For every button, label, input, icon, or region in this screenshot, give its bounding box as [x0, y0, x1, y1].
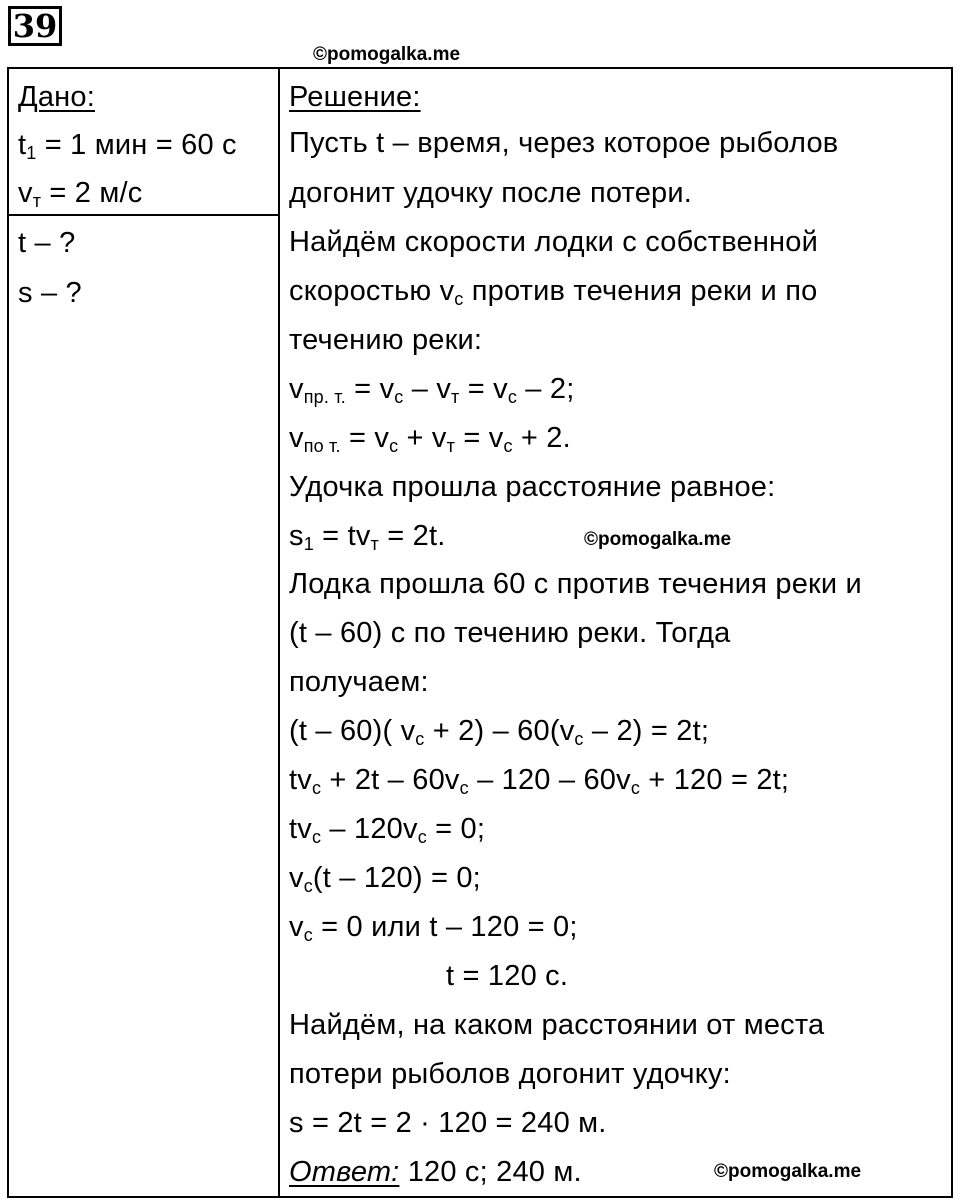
problem-number: 39 — [8, 6, 62, 46]
solution-line-8: (t – 60) с по течению реки. Тогда — [289, 617, 731, 649]
equation-6: $tv_с - 120v_с = 0$; — [289, 813, 486, 847]
equation-10: s = 2t = 2 · 120 = 240 м. — [289, 1107, 607, 1139]
solution-line-10: Найдём, на каком расстоянии от места — [289, 1009, 825, 1041]
answer-value: 120 с; 240 м. — [399, 1156, 582, 1188]
given-t1: $t_1 = 1$ мин = 60 с — [18, 129, 237, 163]
equation-upstream-speed: $v_{пр. т.} = v_с - v_т = v_с - 2$; — [289, 373, 575, 407]
solution-line-3: Найдём скорости лодки с собственной — [289, 226, 818, 258]
solution-line-7: Лодка прошла 60 с против течения реки и — [289, 568, 862, 600]
solution-title: Решение: — [289, 81, 421, 113]
equation-4: (t – 60)( $v_с + 2) - 60(v_с - 2) = 2t$; — [289, 715, 710, 749]
equation-5: $tv_с + 2t - 60v_с - 120 - 60v_с + 120 = 2t$; — [289, 764, 790, 798]
equation-7: $v_с(t - 120) = 0$; — [289, 862, 481, 896]
watermark-bottom: ©pomogalka.me — [714, 1161, 862, 1182]
solution-line-11: потери рыболов догонит удочку: — [289, 1058, 731, 1090]
equation-9: t = 120 с. — [446, 960, 569, 992]
solution-line-9: получаем: — [289, 666, 429, 698]
answer-line — [289, 1155, 582, 1189]
watermark-top: ©pomogalka.me — [313, 44, 461, 65]
watermark-middle: ©pomogalka.me — [584, 529, 732, 550]
given-title: Дано: — [18, 81, 95, 113]
solution-line-4: скоростью $v_с$ против течения реки и по — [289, 275, 818, 309]
solution-line-2: догонит удочку после потери. — [289, 177, 693, 209]
find-t: t – ? — [18, 227, 76, 259]
given-vt: $v_т = 2$ м/с — [18, 177, 143, 211]
find-s: s – ? — [18, 277, 82, 309]
equation-8: $v_с = 0$ или t – 120 = 0; — [289, 911, 578, 945]
given-divider — [7, 214, 280, 216]
solution-line-5: течению реки: — [289, 324, 483, 356]
equation-rod-distance: $s_1 = tv_т = 2t$. — [289, 520, 446, 554]
column-divider — [278, 67, 280, 1198]
equation-downstream-speed: $v_{по т.} = v_с + v_т = v_с + 2$. — [289, 422, 571, 456]
answer-label: Ответ: — [289, 1156, 400, 1188]
solution-line-6: Удочка прошла расстояние равное: — [289, 471, 776, 503]
solution-line-1: Пусть t – время, через которое рыболов — [289, 127, 839, 159]
